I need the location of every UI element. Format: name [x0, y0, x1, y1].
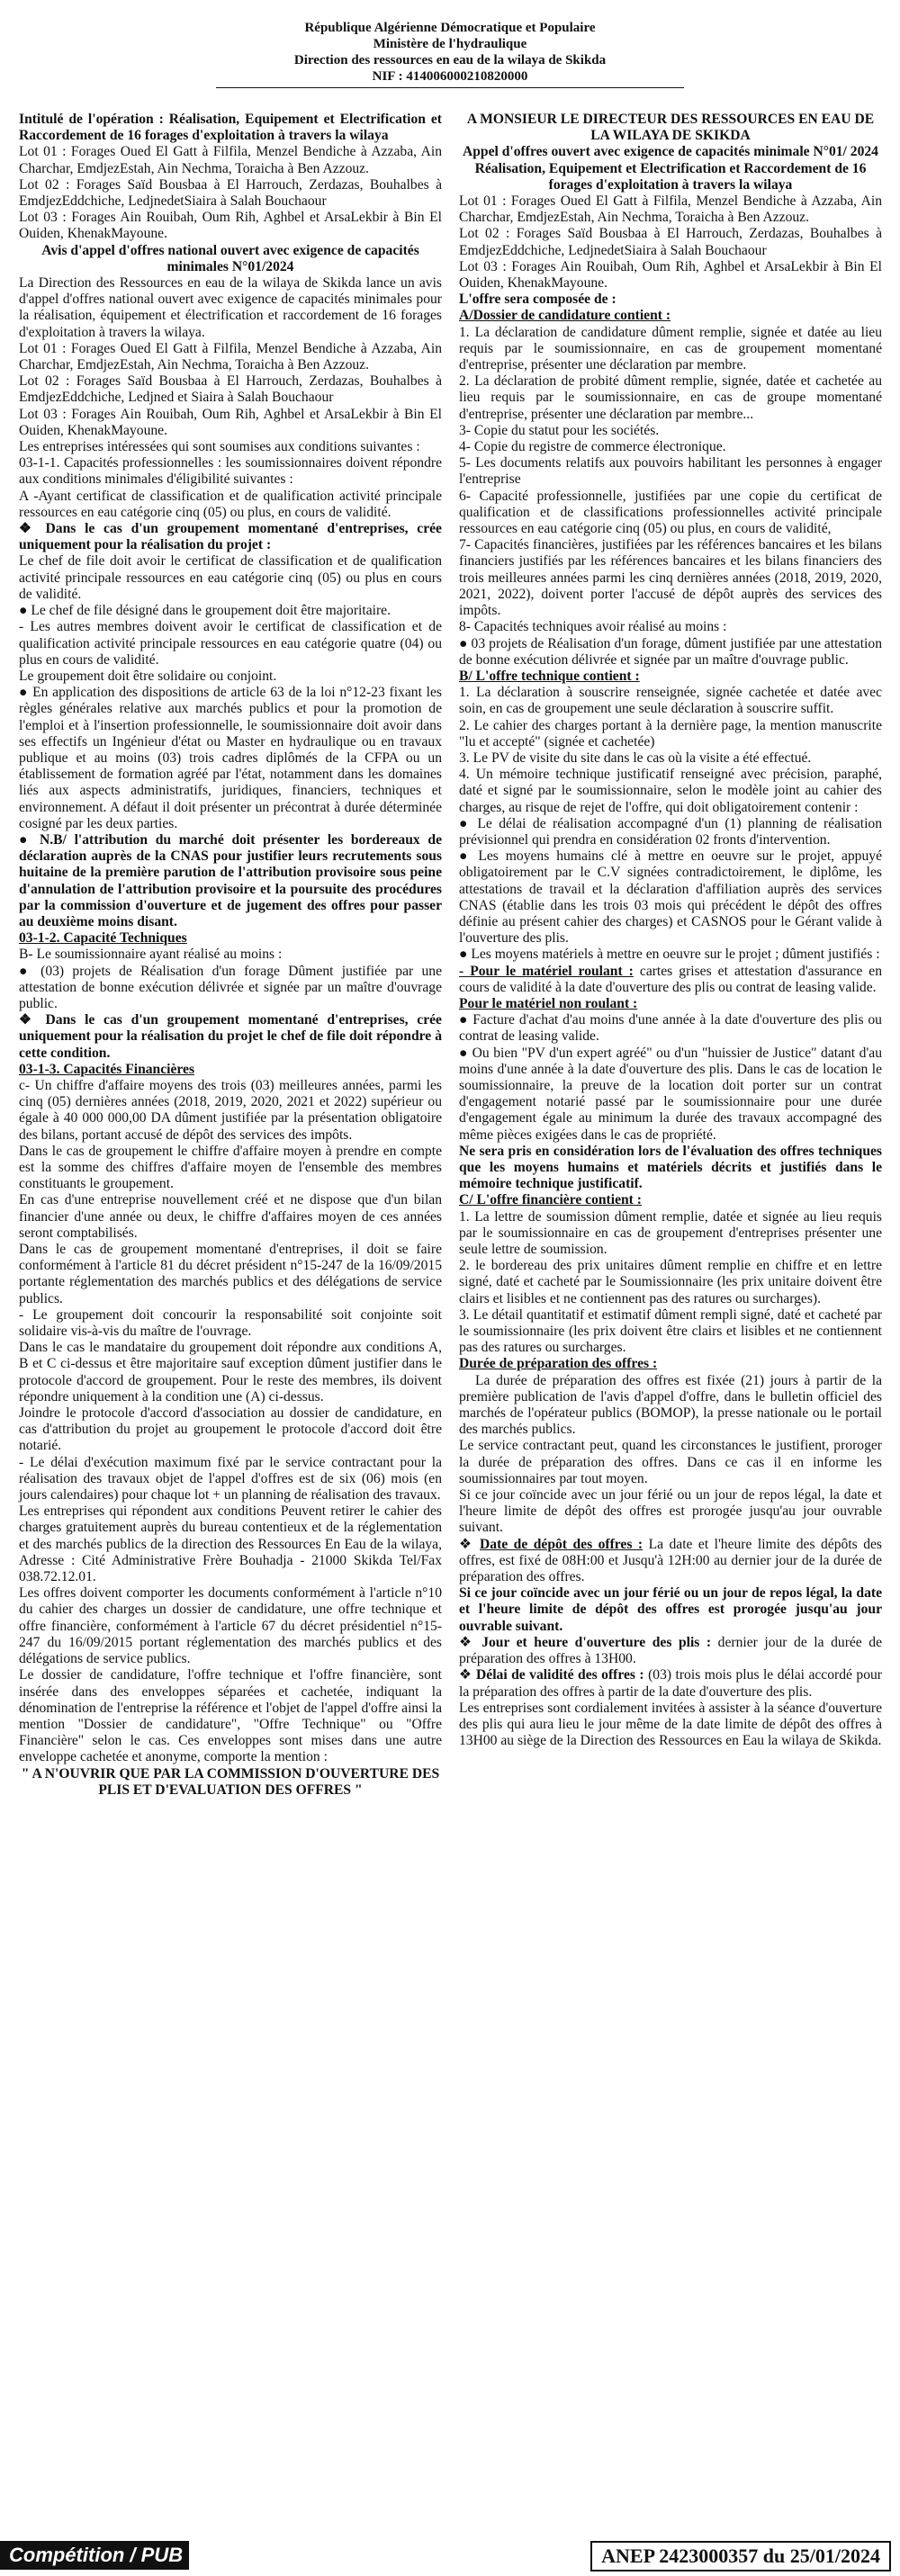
conditions-intro: Les entreprises intéressées qui sont soumises aux conditions suivantes : — [19, 439, 420, 455]
group-lead-majority: ● Le chef de file désigné dans le groupement doit être majoritaire. — [19, 603, 442, 619]
group-responsibility: - Le groupement doit concourir la responsabilité soit conjointe soit solidaire vis-à-vis du maître de l'ouvrage. — [19, 1306, 442, 1340]
left-column — [19, 112, 442, 1799]
condition-b-projects: ● (03) projets de Réalisation d'un forage Dûment justifiée par une attestation de bonne exécution délivrée et signée par un maître d'ouvrage public. — [19, 964, 442, 1013]
withdraw-specifications: Les entreprises qui répondent aux conditions Peuvent retirer le cahier des charges gratuitement auprès du bureau contentieux et de la réglementation et des marchés publics de la direction des Ressources En Eau de la wilaya, Adresse : Cité Administrative Frère Bouhadja - 21000 Skikda Tel/Fax 038.72.12.01. — [19, 1503, 442, 1585]
candidature-item-7: 7- Capacités financières, justifiées par les références bancaires et les bilans financiers justifiés par les références bancaires et les bilans financiers des trois meilleures années parmi les cinq dernières années (2018, 2019, 2020, 2021, 2022), doivent porter l'accusé de dépôt auprès des services des impôts. — [459, 537, 882, 619]
validity-delay-text: (03) trois mois plus le délai accordé pour la préparation des offres à partir de la date d'ouverture des plis. — [459, 1667, 882, 1700]
new-company-turnover: En cas d'une entreprise nouvellement créé et ne dispose que d'un bilan financier d'une année ou deux, le chiffre d'affaires moyen de ces années seront comptabilisés. — [19, 1192, 442, 1241]
preparation-duration-heading: Durée de préparation des offres : — [459, 1356, 658, 1372]
anep-reference: ANEP 2423000357 du 25/01/2024 — [590, 2541, 891, 2572]
candidature-item-4: 4- Copie du registre de commerce électronique. — [459, 439, 726, 455]
group-solidarity: Le groupement doit être solidaire ou conjoint. — [19, 668, 277, 684]
group-decree: Dans le cas de groupement momentané d'entreprises, il doit se faire conformément à l'article 81 du décret président n°15-247 de la 16/09/2015 portante réglementation des marchés publics et des délégations de service publics. — [19, 1242, 442, 1306]
rolling-equipment-label: - Pour le matériel roulant : — [459, 963, 634, 979]
purchase-invoice: ● Facture d'achat d'au moins d'une année à la date d'ouverture des plis ou contrat de leasing valide. — [459, 1012, 882, 1045]
candidature-item-6: 6- Capacité professionnelle, justifiées par une copie du certificat de qualification et de classifications professionnelles activité principale ressources en eau catégorie cinq (05) ou plus, en cours de validité, — [459, 488, 882, 537]
right-column — [459, 112, 882, 1749]
rolling-equipment — [459, 964, 882, 996]
non-rolling-equipment-heading: Pour le matériel non roulant : — [459, 995, 638, 1011]
notice-intro: La Direction des Ressources en eau de la wilaya de Skikda lance un avis d'appel d'offres national ouvert avec exigence de capacités minimales pour la réalisation, équipement et électrification et raccordement de 16 forages d'exploitation à travers la wilaya. — [19, 275, 442, 340]
execution-delay: - Le délai d'exécution maximum fixé par le service contractant pour la réalisation des travaux objet de l'appel d'offres est de six (06) mois (en jours calendaires) pour chaque lot + un planning de réalisation des travaux. — [19, 1454, 442, 1503]
condition-b: B- Le soumissionnaire ayant réalisé au moins : — [19, 947, 283, 963]
expert-report: ● Ou bien "PV d'un expert agréé" ou d'un "huissier de Justice" datant d'au moins d'une année à la date d'ouverture des plis. Dans le cas de location le soumissionnaire, la preuve de la location doit porter sur un contrat d'engagement notarié passé par le soumissionnaire pour une durée d'engagement égale au minimum la durée des travaux accompagné des même pièces exigées dans le cas de propriété. — [459, 1046, 882, 1144]
group-lead-certificate: Le chef de file doit avoir le certificat de classification et de qualification activité principale ressources en eau catégorie cinq (05) ou plus en cours de validité. — [19, 553, 442, 602]
group-heading: ❖ Dans le cas d'un groupement momentané d'entreprises, crée uniquement pour la réalisation du projet : — [19, 521, 442, 553]
notice-title: Avis d'appel d'offres national ouvert avec exigence de capacités minimales N°01/2024 — [41, 242, 419, 274]
technical-item-2: 2. Le cahier des charges portant à la dernière page, la mention manuscrite "lu et accepté" (signée et cachetée) — [459, 717, 882, 749]
extension-note: Le service contractant peut, quand les circonstances le justifient, proroger la durée de préparation des offres. Dans ce cas il en informe les soumissionnaires par tout moyen. — [459, 1438, 882, 1486]
technical-material-means: ● Les moyens matériels à mettre en oeuvre sur le projet ; dûment justifiés : — [459, 947, 882, 963]
opening-date-label: Jour et heure d'ouverture des plis : — [482, 1634, 712, 1650]
candidature-item-5: 5- Les documents relatifs aux pouvoirs habilitant les personnes à engager l'entreprise — [459, 455, 882, 488]
financial-item-3: 3. Le détail quantitatif et estimatif dûment rempli signé, daté et cacheté par le soumissionnaire (les prix doivent être clairs et lisibles et ne contiennent pas des ratures ou surcharges. — [459, 1306, 882, 1356]
right-lot-02: Lot 02 : Forages Saïd Bousbaa à El Harrouch, Zerdazas, Bouhalbes à EmdjezEddchiche, LedjnedetSiaira à Salah Bouchaour — [459, 226, 882, 258]
preparation-duration: La durée de préparation des offres est fixée (21) jours à partir de la première publication de l'avis d'appel d'offre, dans le bulletin officiel des marchés de l'opérateur publics (BOMOP), la presse nationale ou le portail des marchés publics. — [459, 1372, 882, 1438]
deposit-holiday-note: Si ce jour coïncide avec un jour férié ou un jour de repos légal, la date et l'heure limite de dépôt des offres est prorogée jusqu'au jour ouvrable suivant. — [459, 1585, 882, 1634]
validity-delay-label: Délai de validité des offres : — [476, 1667, 644, 1683]
lot-03: Lot 03 : Forages Ain Rouibah, Oum Rih, Aghbel et ArsaLekbir à Bin El Ouiden, KhenakMayoune. — [19, 210, 442, 242]
employment-clause: ● En application des dispositions de article 63 de la loi n°12-23 fixant les règles générales relative aux marchés publics et pour la promotion de l'emploi et à l'insertion professionnelle, le soumissionnaire doit avoir dans ses effectifs un Ingénieur d'état ou Master en hydraulique ou en travaux publique et au moins (03) trois cadres diplômés de la CFPA ou un établissement de formation agréé par l'état, notamment dans les domaines liés aux aspects administratifs, juridiques, financiers, techniques et environnement. A défaut il doit présenter un précontrat à durée déterminée cosigné par les deux parties. — [19, 685, 442, 832]
deposit-date-label: Date de dépôt des offres : — [480, 1536, 644, 1552]
lot-01: Lot 01 : Forages Oued El Gatt à Filfila, Menzel Bendiche à Azzaba, Ain Charchar, EmdjezEstah, Ain Nechma, Toraicha à Ben Azzouz. — [19, 144, 442, 176]
offer-composition: L'offre sera composée de : — [459, 292, 616, 308]
group-technical-note: ❖ Dans le cas d'un groupement momentané d'entreprises, crée uniquement pour la réalisation du projet le chef de file doit répondre à cette condition. — [19, 1012, 442, 1062]
deposit-date-text: La date et l'heure limite des dépôts des offres, est fixé de 08H:00 et Jusqu'à 12H:00 au dernier jour de la durée de préparation des offres. — [459, 1536, 882, 1585]
candidature-item-2: 2. La déclaration de probité dûment remplie, signée, datée et cachetée au lieu requis par le soumissionnaire, en cas de groupe momentané d'entreprise, présenter une déclaration par membre... — [459, 373, 882, 422]
condition-a: A -Ayant certificat de classification et de qualification activité principale ressources en eau catégorie cinq (05) ou plus, en cours de validité. — [19, 488, 442, 520]
offer-documents: Les offres doivent comporter les documents conformément à l'article n°10 du cahier des charges un dossier de candidature, une offre technique et offre financière, conformément à l'article 67 du décret présidentiel n°15-247 du 16/09/2015 portant réglementation des marchés publics et des délégations de service publics. — [19, 1585, 442, 1667]
technical-item-4: 4. Un mémoire technique justificatif renseigné avec précision, paraphé, daté et signé par le soumissionnaire, selon le modèle joint au cahier des charges, au risque de rejet de l'offre, qui doit obligatoirement contenir : — [459, 767, 882, 815]
tender-object: Réalisation, Equipement et Electrification et Raccordement de 16 forages d'exploitation à travers la wilaya — [474, 160, 867, 193]
tender-reference: Appel d'offres ouvert avec exigence de capacités minimale N°01/ 2024 — [463, 144, 878, 160]
candidature-item-8: 8- Capacités techniques avoir réalisé au moins : — [459, 619, 727, 635]
cnas-note: ● N.B/ l'attribution du marché doit présenter les bordereaux de déclaration auprès de la CNAS pour justifier leurs recrutements sous huitaine de la première parution de l'attribution provisoire sous peine d'annulation de l'attribution provisoire et la poursuite des procédures par la commission d'ouverture et de jugement des offres pour passer au deuxième moins disant. — [19, 832, 442, 930]
technical-item-3: 3. Le PV de visite du site dans le cas où la visite a été effectué. — [459, 749, 812, 766]
publication-label: Compétition / PUB — [0, 2541, 189, 2570]
group-mandatary: Dans le cas le mandataire du groupement doit répondre aux conditions A, B et C ci-dessus et être majoritaire sauf exception dûment justifier dans le protocole d'accord de groupement. Pour le reste des membres, ils doivent répondre uniquement à la condition une (A) ci-dessus. — [19, 1340, 442, 1405]
condition-c: c- Un chiffre d'affaire moyens des trois (03) meilleures années, parmi les cinq (05) dernières années (2018, 2019, 2020, 2021 et 2022) supérieur ou égale à 40 000 000,00 DA dûment justifiée par la présentation obligatoire des bilans, portant accusé de dépôt des services des impôts. — [19, 1077, 442, 1143]
operation-title: Intitulé de l'opération : Réalisation, Equipement et Electrification et Raccordement de 16 forages d'exploitation à travers la wilaya — [19, 112, 442, 144]
technical-human-means: ● Les moyens humains clé à mettre en oeuvre sur le projet, appuyé obligatoirement par le C.V signées contradictoirement, le diplôme, les attestations de travail et la déclaration d'affiliation auprès des services CNAS (établie dans les trois 03 mois qui précédent le dépôt des offres définie au présent cahier des charges) et CASNOS pour le Gérant valide à l'ouverture des plis. — [459, 848, 882, 947]
financial-item-2: 2. le bordereau des prix unitaires dûment remplie en chiffre et en lettre signé, daté et cacheté par le Soumissionnaire (les prix unitaire doivent être clairs et lisibles et ne contiennent pas des ratures ou surcharges). — [459, 1258, 882, 1306]
addressee: A MONSIEUR LE DIRECTEUR DES RESSOURCES EN EAU DE LA WILAYA DE SKIKDA — [466, 112, 875, 144]
validity-delay — [459, 1667, 882, 1700]
opening-invitation: Les entreprises sont cordialement invitées à assister à la séance d'ouverture des plis qui aura lieu le jour même de la date limite de dépôt des offres à 13H00 au siège de la Direction des Ressources en Eau la wilaya de Skikda. — [459, 1700, 882, 1749]
envelopes: Le dossier de candidature, l'offre technique et l'offre financière, sont insérée dans des enveloppes séparées et cachetée, indiquant la dénomination de l'entreprise la référence et l'objet de l'appel d'offre ainsi la mention "Dossier de candidature", "Offre Technique" ou "Offre Financière" selon le cas. Ces enveloppes sont mises dans une autre enveloppe cachetée et anonyme, comporte la mention : — [19, 1667, 442, 1765]
candidature-item-8-projects: ● 03 projets de Réalisation d'un forage, dûment justifiée par une attestation de bonne exécution délivrée et signée par un maître d'ouvrage public. — [459, 636, 882, 669]
candidature-item-1: 1. La déclaration de candidature dûment remplie, signée et datée au lieu requis par le soumissionnaire, en cas de groupement momentané d'entreprise, présenter une déclaration par membre. — [459, 324, 882, 373]
technical-item-1: 1. La déclaration à souscrire renseignée, signée cachetée et datée avec soin, en cas de groupement une seule déclaration à souscrire suffit. — [459, 685, 882, 717]
header-nif: NIF : 414006000210820000 — [372, 69, 528, 84]
financial-capacities-heading: 03-1-3. Capacités Financières — [19, 1061, 195, 1077]
deposit-date — [459, 1537, 882, 1586]
evaluation-note: Ne sera pris en considération lors de l'évaluation des offres techniques que les moyens humains et matériels décrits et justifiés dans le mémoire technique justificatif. — [459, 1143, 882, 1192]
holiday-note: Si ce jour coïncide avec un jour férié ou un jour de repos légal, la date et l'heure limite de dépôt des offres est prorogée jusqu'au jour ouvrable suivant. — [459, 1487, 882, 1536]
technical-offer-heading: B/ L'offre technique contient : — [459, 668, 640, 684]
right-lot-01: Lot 01 : Forages Oued El Gatt à Filfila, Menzel Bendiche à Azzaba, Ain Charchar, EmdjezEstah, Ain Nechma, Toraicha à Ben Azzouz. — [459, 193, 882, 226]
right-lot-03: Lot 03 : Forages Ain Rouibah, Oum Rih, Aghbel et ArsaLekbir à Bin El Ouiden, KhenakMayoune. — [459, 258, 882, 292]
opening-date — [459, 1635, 882, 1667]
header-direction: Direction des ressources en eau de la wilaya de Skikda — [293, 53, 607, 67]
page-header — [189, 20, 711, 88]
header-ministry: Ministère de l'hydraulique — [373, 37, 527, 51]
group-turnover: Dans le cas de groupement le chiffre d'affaire moyen à prendre en compte est la somme des chiffres d'affaire moyen de l'ensemble des membres constituants le groupement. — [19, 1143, 442, 1192]
lot-02: Lot 02 : Forages Saïd Bousbaa à El Harrouch, Zerdazas, Bouhalbes à EmdjezEddchiche, LedjnedetSiaira à Salah Bouchaour — [19, 176, 442, 210]
candidature-heading: A/Dossier de candidature contient : — [459, 308, 671, 324]
opening-date-text: dernier jour de la durée de préparation des offres à 13H00. — [459, 1634, 882, 1667]
header-divider — [216, 87, 684, 88]
group-members-certificate: - Les autres membres doivent avoir le certificat de classification et de qualification activité principale ressources en eau catégorie quatre (04) ou plus en cours de validité. — [19, 619, 442, 668]
professional-capacities: 03-1-1. Capacités professionnelles : les soumissionnaires doivent répondre aux conditions minimales d'éligibilité suivantes : — [19, 455, 442, 488]
do-not-open-mention: " A N'OUVRIR QUE PAR LA COMMISSION D'OUVERTURE DES PLIS ET D'EVALUATION DES OFFRES " — [21, 1765, 440, 1798]
financial-offer-heading: C/ L'offre financière contient : — [459, 1192, 642, 1208]
candidature-item-3: 3- Copie du statut pour les sociétés. — [459, 422, 660, 438]
lot-03-repeat: Lot 03 : Forages Ain Rouibah, Oum Rih, Aghbel et ArsaLekbir à Bin El Ouiden, KhenakMayoune. — [19, 406, 442, 438]
financial-item-1: 1. La lettre de soumission dûment remplie, datée et signée au lieu requis par le soumissionnaire en cas de groupement d'entreprises présenter une seule lettre de soumission. — [459, 1208, 882, 1258]
rolling-equipment-text: cartes grises et attestation d'assurance en cours de validité à la date d'ouverture des plis ou contrat de leasing valide. — [459, 963, 882, 995]
technical-capacities-heading: 03-1-2. Capacité Techniques — [19, 930, 187, 947]
group-protocol: Joindre le protocole d'accord d'association au dossier de candidature, en cas d'attribution du projet au groupement le protocole d'accord doit être notarié. — [19, 1405, 442, 1454]
technical-delay: ● Le délai de réalisation accompagné d'un (1) planning de réalisation prévisionnel qui prendra en considération 02 fronts d'intervention. — [459, 816, 882, 848]
page-footer — [0, 2537, 900, 2573]
header-republic: République Algérienne Démocratique et Populaire — [304, 21, 596, 35]
lot-02-repeat: Lot 02 : Forages Saïd Bousbaa à El Harrouch, Zerdazas, Bouhalbes à EmdjezEddchiche, Ledjned et Siaira à Salah Bouchaour — [19, 373, 442, 406]
lot-01-repeat: Lot 01 : Forages Oued El Gatt à Filfila, Menzel Bendiche à Azzaba, Ain Charchar, EmdjezEstah, Ain Nechma, Toraicha à Ben Azzouz. — [19, 340, 442, 373]
